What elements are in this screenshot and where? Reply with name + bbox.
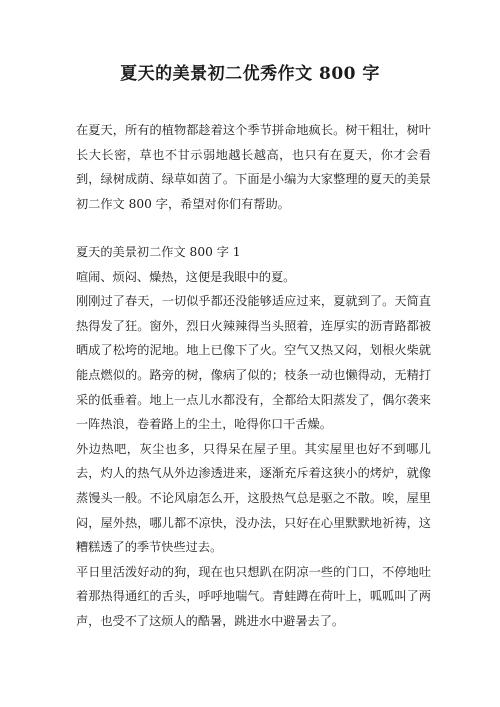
essay-paragraph-1: 喧闹、烦闷、燥热，这便是我眼中的夏。 <box>76 269 296 284</box>
essay-paragraph-2: 刚刚过了春天，一切似乎都还没能够适应过来，夏就到了。天简直热得发了狂。窗外，烈日火辣辣得当头照着，连厚实的沥青路都被晒成了松垮的泥地。地上已像下了火。空气又热又闷，划根火柴就能点燃似的。路旁的树，像病了似的；枝条一动也懒得动，无精打采的低垂着。地上一点儿水都没有，全都给太阳蒸发了，偶尔袭来一阵热浪，卷着路上的尘土，呛得你口干舌燥。 <box>76 294 431 432</box>
essay-paragraph-4: 平日里活泼好动的狗，现在也只想趴在阴凉一些的门口，不停地吐着那热得通红的舌头，呼呼地喘气。青蛙蹲在荷叶上，呱呱叫了两声，也受不了这烦人的酷暑，跳进水中避暑去了。 <box>76 564 431 628</box>
essay-paragraph-3: 外边热吧，灰尘也多，只得呆在屋子里。其实屋里也好不到哪儿去，灼人的热气从外边渗透进来，逐渐充斥着这狭小的烤炉，就像蒸馒头一般。不论风扇怎么开，这股热气总是驱之不散。唉，屋里闷，屋外热，哪儿都不凉快，没办法，只好在心里默默地祈祷，这糟糕透了的季节快些过去。 <box>76 441 431 555</box>
essay-title: 夏天的美景初二作文 800 字 1 <box>76 245 241 259</box>
document-title: 夏天的美景初二优秀作文 800 字 <box>120 64 380 84</box>
intro-section <box>76 118 431 216</box>
essay-section <box>76 240 431 634</box>
intro-paragraph: 在夏天，所有的植物都趁着这个季节拼命地疯长。树干粗壮，树叶长大长密，草也不甘示弱地越长越高，也只有在夏天，你才会看到，绿树成荫、绿草如茵了。下面是小编为大家整理的夏天的美景初二作文 800 字，希望对你们有帮助。 <box>76 123 431 211</box>
